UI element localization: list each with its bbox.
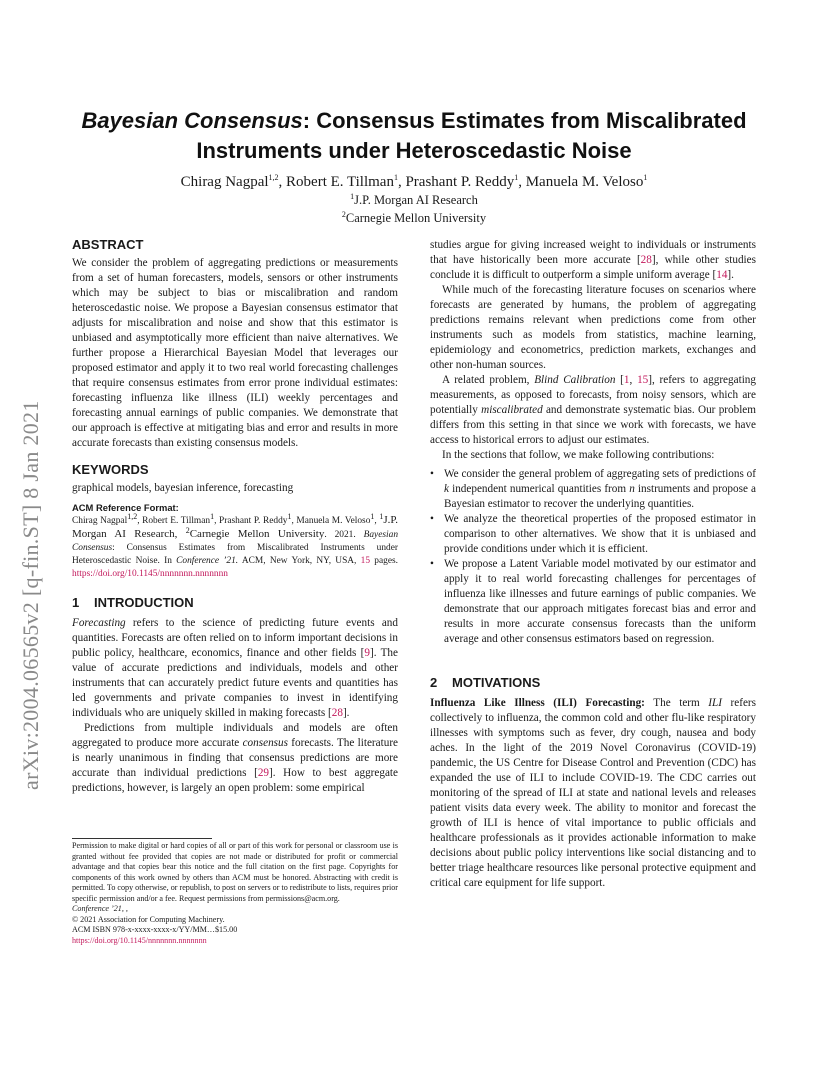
acm-ref-part: , xyxy=(374,516,380,526)
right-column xyxy=(430,238,756,891)
contribution-list xyxy=(430,467,756,647)
text-run: ]. xyxy=(342,707,350,719)
arxiv-sidebar-id: arXiv:2004.06565v2 [q-fin.ST] 8 Jan 2021 xyxy=(18,400,43,790)
author-list xyxy=(80,172,748,192)
text-run: Predictions from multiple individuals and models are often aggregated to produce more accurate xyxy=(72,722,398,749)
abstract-text: We consider the problem of aggregating predictions or measurements from a set of human forecasters, models, sensors or other instruments which may be subject to bias or miscalibration and random heteroscedastic noise. We propose a Bayesian consensus estimator that adjusts for miscalibration and noise and show that this estimator is unbiased and asymptotically more efficient than naive alternatives. We further propose a Hierarchical Bayesian Model that leverages our proposed estimator and apply it to two real world forecasting challenges that require consensus estimates from error prone individual estimates: forecasting influenza like illness (ILI) weekly percentages and forecasting annual earnings of public companies. We demonstrate that our approach is effective at mitigating bias and error and results in more accurate forecasts than existing consensus models. xyxy=(72,257,398,449)
acm-ref-sup: 1 xyxy=(370,511,375,521)
text-run: refers to the science of predicting future events and quantities. Forecasts are often relied on to inform important decisions in public policy, healthcare, economics, finance and other fields [ xyxy=(72,617,398,659)
text-run: ]. The value of accurate predictions and individuals, models and other instruments that can accurately predict future events and quantities has led governments and private companies to invest in identifying individuals who are uniquely skilled in making forecasts [ xyxy=(72,647,398,719)
affiliation-2 xyxy=(80,210,748,226)
author-sup: 1 xyxy=(643,173,648,182)
right-paragraph-1: While much of the forecasting literature focuses on scenarios where forecasts are generated by humans, the problem of aggregating predictions remains relevant when predictions come from other instruments such as models from statistics, machine learning, epidemiology and econometrics, prediction markets, exchanges and other non-human sources. xyxy=(430,284,756,371)
isbn-line: ACM ISBN 978-x-xxxx-xxxx-x/YY/MM…$15.00 xyxy=(72,925,238,934)
title-line2: Instruments under Heteroscedastic Noise xyxy=(196,138,632,163)
text-run: instruments and propose a Bayesian estimator to recover the underlying quantities. xyxy=(444,483,757,510)
text-run: A related problem, xyxy=(442,374,535,386)
author-sep: , xyxy=(397,174,406,190)
text-run: ]. xyxy=(727,269,734,281)
acm-ref-part: , Manuela M. Veloso xyxy=(291,516,371,526)
list-item: • We propose a Latent Variable model motivated by our estimator and apply it to real world forecasting challenges for percentages of influenza like illnesses and future earnings of public companies. We demonstrate that our approach mitigates forecast bias and error and results in more accurate consensus forecasts than the uniform average and other consensus estimators based on regression. xyxy=(430,557,756,647)
acm-ref-part: Conference ’21. xyxy=(176,556,239,566)
text-run: refers collectively to influenza, the common cold and other flu-like respiratory illnesses with symptoms such as fever, dry cough, nausea and body aches. In the light of the 2019 Novel Coronavirus (COVID-19) pandemic, the US Centre for Disease Control and Prevention (CDC) has expanded the use of ILI to include COVID-19. The CDC carries out monitoring of the spread of ILI at state and national levels and releases patient visits data every week. The ability to monitor and forecast the growth of ILI is hence of vital importance to public officials and healthcare professionals as it provides actionable information to make decisions about public policy interventions like social distancing and to better triage healthcare resources like personal protective equipment and critical care equipment for life support. xyxy=(430,697,756,889)
section-number: 1 xyxy=(72,595,80,610)
copyright-line: © 2021 Association for Computing Machinery. xyxy=(72,914,225,924)
text-run: independent numerical quantities from xyxy=(448,483,630,495)
acm-ref-part: Carnegie Mellon University xyxy=(189,528,325,540)
acm-ref-part: : Consensus Estimates from Miscalibrated Instruments under Heteroscedastic Noise. In xyxy=(72,543,398,566)
acm-ref-part: Chirag Nagpal xyxy=(72,516,128,526)
acm-ref-part: . 2021. xyxy=(324,530,364,540)
intro-paragraph-1 xyxy=(72,616,398,721)
acm-ref-part: J.P. Morgan AI Research, xyxy=(72,514,399,540)
citation-link[interactable]: 1 xyxy=(623,374,630,386)
affiliation-name: Carnegie Mellon University xyxy=(345,211,487,225)
text-run: n xyxy=(629,483,635,495)
acm-ref-sup: 1 xyxy=(287,511,292,521)
text-run: Forecasting xyxy=(72,617,126,629)
text-run: We consider the general problem of aggregating sets of predictions of xyxy=(444,468,756,480)
conference-line: Conference ’21, , xyxy=(72,904,128,913)
footnote-rule xyxy=(72,838,212,839)
text-run: Blind Calibration xyxy=(534,374,616,386)
acm-ref-sup: 1 xyxy=(210,511,215,521)
abstract-heading: ABSTRACT xyxy=(72,237,144,252)
text-run: ILI xyxy=(708,697,722,709)
affiliation-sup: 1 xyxy=(350,191,355,201)
paper-title xyxy=(80,106,748,166)
footnote-doi-link[interactable]: https://doi.org/10.1145/nnnnnnn.nnnnnnn xyxy=(72,935,207,945)
acm-ref-doi-link[interactable]: https://doi.org/10.1145/nnnnnnn.nnnnnnn xyxy=(72,569,228,579)
text-run: The term xyxy=(644,697,709,709)
citation-link[interactable]: 28 xyxy=(331,707,343,719)
motivations-heading xyxy=(430,675,756,691)
author-sup: 1 xyxy=(514,173,519,182)
text-run: ]. How to best aggregate predictions, however, is largely an open problem: some empirical xyxy=(72,767,398,794)
text-run: studies argue for giving increased weight to individuals or instruments that have historically been more accurate [ xyxy=(430,239,756,266)
citation-link[interactable]: 29 xyxy=(257,767,270,779)
affiliation-sup: 2 xyxy=(341,209,346,219)
text-run: and demonstrate systematic bias. Our problem differs from this setting in that since we work with forecasts, we have access to historical errors to adjust our estimates. xyxy=(430,404,756,446)
text-run: miscalibrated xyxy=(481,404,543,416)
permission-notice: Permission to make digital or hard copies of all or part of this work for personal or classroom use is granted without fee provided that copies are not made or distributed for profit or commercial advantage and that copies bear this notice and the full citation on the first page. Copyrights for components of this work owned by others than ACM must be honored. Abstracting with credit is permitted. To copy otherwise, or republish, to post on servers or to redistribute to lists, requires prior specific permission and/or a fee. Request permissions from permissions@acm.org. xyxy=(72,841,398,903)
title-rest: : Consensus Estimates from Miscalibrated xyxy=(302,108,747,133)
text-run: [ xyxy=(615,374,624,386)
citation-link[interactable]: 9 xyxy=(364,647,370,659)
list-item: • We analyze the theoretical properties of the proposed estimator in comparison to other alternatives. We show that it is unbiased and provide conditions under which it is efficient. xyxy=(430,512,756,557)
author-sup: 1 xyxy=(393,173,398,182)
acm-ref-pages-link[interactable]: 15 xyxy=(360,556,371,566)
acm-ref-part: , Prashant P. Reddy xyxy=(214,516,288,526)
section-number: 2 xyxy=(430,675,438,690)
acm-ref-sup: 1,2 xyxy=(127,511,138,521)
acm-ref-part: , Robert E. Tillman xyxy=(137,516,211,526)
section-title: MOTIVATIONS xyxy=(452,675,541,690)
citation-link[interactable]: 28 xyxy=(640,254,652,266)
section-title: INTRODUCTION xyxy=(94,595,194,610)
acm-ref-sup: 2 xyxy=(185,525,190,535)
title-italic: Bayesian Consensus xyxy=(81,108,303,133)
keywords-heading: KEYWORDS xyxy=(72,462,149,477)
author-name: Prashant P. Reddy xyxy=(405,174,515,190)
author-sep: , xyxy=(518,174,526,190)
motivations-paragraph xyxy=(430,696,756,891)
author-sep: , xyxy=(278,174,287,190)
acm-ref-part: ACM, New York, NY, USA, xyxy=(238,556,361,566)
text-run: consensus xyxy=(242,737,288,749)
footnote xyxy=(72,841,398,946)
citation-link[interactable]: 14 xyxy=(716,269,728,281)
acm-ref-part: Bayesian Consensus xyxy=(72,530,399,553)
acm-ref-sup: 1 xyxy=(379,511,384,521)
intro-paragraph-2 xyxy=(72,721,398,796)
text-run: k xyxy=(444,483,449,495)
author-sup: 1,2 xyxy=(268,173,279,182)
author-name: Manuela M. Veloso xyxy=(525,174,644,190)
text-run: ], refers to aggregating measurements, as opposed to forecasts, from noisy sensors, which are potentially xyxy=(430,374,756,416)
text-run: ], while other studies conclude it is difficult to outperform a simple uniform average [ xyxy=(430,254,756,281)
affiliation-1 xyxy=(80,192,748,208)
left-column xyxy=(72,237,398,796)
acm-ref-text xyxy=(72,511,399,581)
acm-ref-part: pages. xyxy=(370,556,398,566)
text-run: , xyxy=(629,374,638,386)
keywords-text: graphical models, bayesian inference, forecasting xyxy=(72,482,294,494)
author-name: Chirag Nagpal xyxy=(180,174,269,190)
author-name: Robert E. Tillman xyxy=(286,174,394,190)
citation-link[interactable]: 15 xyxy=(637,374,649,386)
acm-ref-heading: ACM Reference Format: xyxy=(72,502,179,513)
right-paragraph-0 xyxy=(430,238,756,283)
text-run: Influenza Like Illness (ILI) Forecasting: xyxy=(430,697,645,709)
list-item xyxy=(430,467,756,512)
intro-heading xyxy=(72,595,398,611)
right-paragraph-2 xyxy=(430,373,756,448)
right-paragraph-3: In the sections that follow, we make following contributions: xyxy=(442,449,715,461)
text-run: forecasts. The literature is nearly unanimous in finding that consensus predictions are more accurate than individual predictions [ xyxy=(72,737,399,779)
affiliation-name: J.P. Morgan AI Research xyxy=(354,193,478,207)
